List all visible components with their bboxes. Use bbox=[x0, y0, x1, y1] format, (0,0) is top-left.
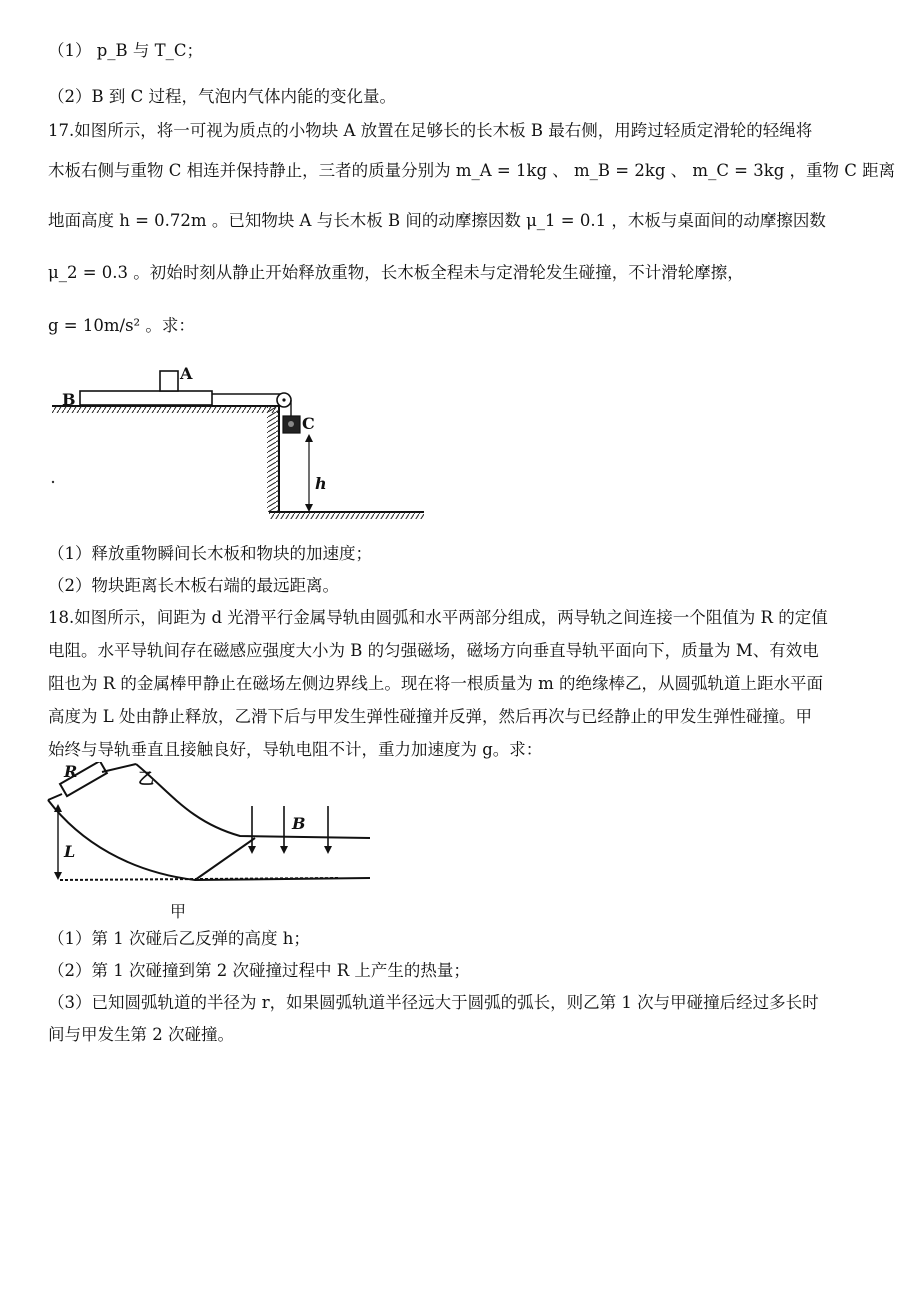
label-r: R bbox=[64, 762, 78, 781]
label-c: C bbox=[302, 414, 315, 433]
label-a: A bbox=[180, 364, 193, 383]
label-b: B bbox=[62, 390, 76, 409]
label-h: h bbox=[315, 474, 327, 493]
rod-jia bbox=[195, 838, 255, 880]
lower-rail bbox=[48, 800, 370, 880]
q17-stem-line1: 17.如图所示，将一可视为质点的小物块 A 放置在足够长的长木板 B 最右侧，用跨过轻质定滑轮的轻绳将 bbox=[48, 121, 813, 140]
label-l: L bbox=[64, 842, 76, 861]
block-a bbox=[160, 371, 178, 391]
q18-sub1: （1）第 1 次碰后乙反弹的高度 h； bbox=[48, 929, 310, 948]
field-arrows bbox=[252, 806, 328, 850]
label-b-field: B bbox=[292, 814, 306, 833]
upper-rail bbox=[136, 764, 370, 838]
q16-sub1: （1） p_B 与 T_C； bbox=[48, 41, 204, 60]
label-yi: 乙 bbox=[138, 769, 155, 788]
q18-stem-line5: 始终与导轨垂直且接触良好，导轨电阻不计，重力加速度为 g。求： bbox=[48, 740, 543, 759]
q18-figure bbox=[40, 762, 380, 914]
q17-sub1: （1）释放重物瞬间长木板和物块的加速度； bbox=[48, 544, 372, 563]
q17-figure bbox=[44, 362, 444, 527]
q18-sub3-line1: （3）已知圆弧轨道的半径为 r，如果圆弧轨道半径远大于圆弧的弧长，则乙第 1 次与甲碰撞后经过多长时 bbox=[48, 993, 819, 1012]
q18-sub2: （2）第 1 次碰撞到第 2 次碰撞过程中 R 上产生的热量； bbox=[48, 961, 470, 980]
label-jia: 甲 bbox=[170, 902, 187, 921]
q17-stem-line4: μ_2 = 0.3 。初始时刻从静止开始释放重物，长木板全程未与定滑轮发生碰撞，不计滑轮摩擦， bbox=[48, 263, 744, 282]
board-b bbox=[80, 391, 212, 405]
q17-stem-line5: g = 10m/s² 。求： bbox=[48, 316, 195, 335]
q18-stem-line3: 阻也为 R 的金属棒甲静止在磁场左侧边界线上。现在将一根质量为 m 的绝缘棒乙，从圆弧轨道上距水平面 bbox=[48, 674, 824, 693]
q18-stem-line2: 电阻。水平导轨间存在磁感应强度大小为 B 的匀强磁场，磁场方向垂直导轨平面向下，质量为 M、有效电 bbox=[48, 641, 819, 660]
q17-stem-line2: 木板右侧与重物 C 相连并保持静止，三者的质量分别为 m_A = 1kg 、 m_B = 2kg 、 m_C = 3kg ，重物 C 距离 bbox=[48, 161, 896, 180]
q17-sub2: （2）物块距离长木板右端的最远距离。 bbox=[48, 576, 339, 595]
q18-sub3-line2: 间与甲发生第 2 次碰撞。 bbox=[48, 1025, 234, 1044]
table-hatch bbox=[52, 406, 279, 413]
q18-stem-line4: 高度为 L 处由静止释放，乙滑下后与甲发生弹性碰撞并反弹，然后再次与已经静止的甲发生弹性碰撞。甲 bbox=[48, 707, 812, 726]
q17-stem-line3: 地面高度 h = 0.72m 。已知物块 A 与长木板 B 间的动摩擦因数 μ_1 = 0.1 ，木板与桌面间的动摩擦因数 bbox=[48, 211, 826, 230]
q16-sub2: （2）B 到 C 过程，气泡内气体内能的变化量。 bbox=[48, 87, 396, 106]
q18-stem-line1: 18.如图所示，间距为 d 光滑平行金属导轨由圆弧和水平两部分组成，两导轨之间连接一个阻值为 R 的定值 bbox=[48, 608, 828, 627]
